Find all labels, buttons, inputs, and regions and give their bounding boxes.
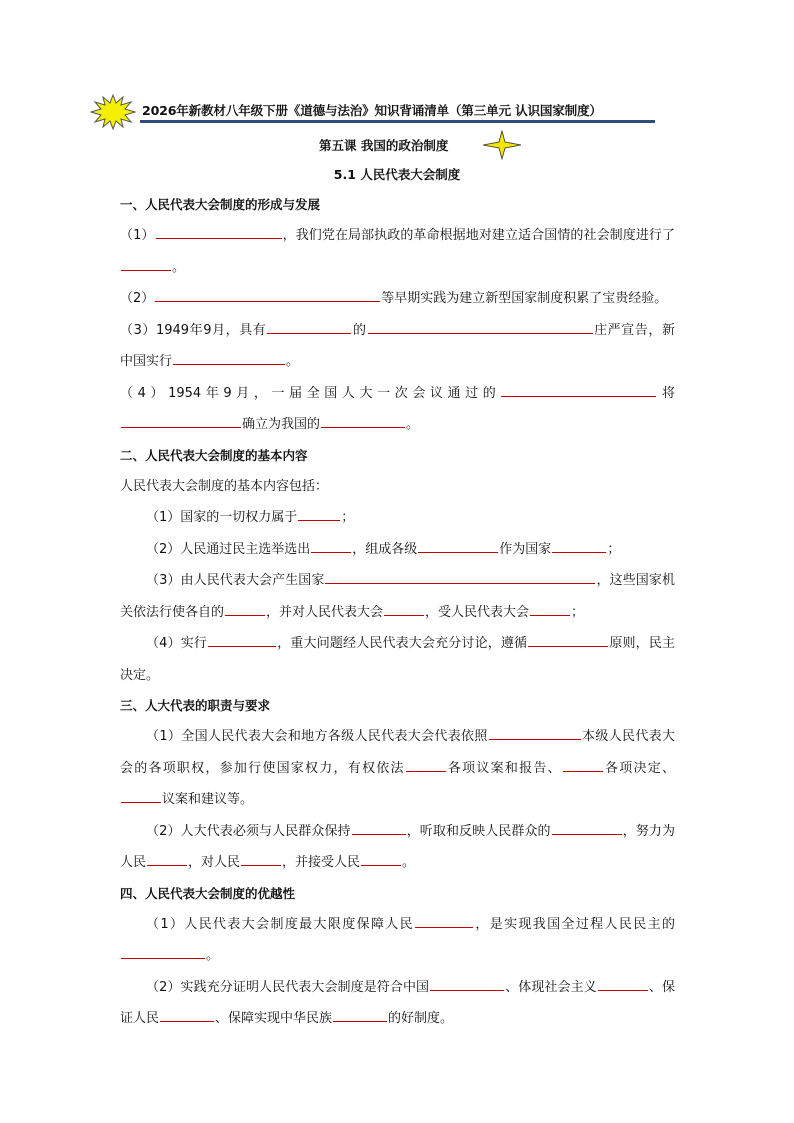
text: ，并接受人民 [282, 855, 361, 870]
text: 。 [286, 354, 300, 369]
fill-blank[interactable] [418, 537, 498, 553]
text: 各项决定、 [603, 760, 675, 776]
text: （2）实践充分证明人民代表大会制度是符合中国 [146, 979, 430, 995]
fill-blank[interactable] [241, 850, 281, 866]
text: 、保障实现中华民族 [215, 1011, 333, 1026]
text: （2）人民通过民主选举选出 [146, 541, 311, 557]
text: 各项议案和报告、 [446, 760, 562, 776]
section-subtitle: 5.1 人民代表大会制度 [333, 167, 461, 182]
fill-blank[interactable] [160, 1006, 214, 1022]
text: 、体现社会主义 [505, 979, 597, 995]
text: 等早期实践为建立新型国家制度积累了宝贵经验。 [381, 291, 668, 306]
text: （1）全国人民代表大会和地方各级人民代表大会代表依照 [146, 729, 488, 744]
text: ，听取和反映人民群众的 [406, 823, 551, 839]
paragraph [120, 502, 675, 534]
fill-blank[interactable] [156, 223, 282, 239]
starburst-icon [90, 94, 136, 130]
text: ； [607, 541, 621, 557]
fill-blank[interactable] [121, 943, 205, 959]
paragraph [120, 220, 675, 283]
text: ； [571, 604, 585, 620]
text: 作为国家 [499, 541, 552, 557]
fill-blank[interactable] [552, 537, 606, 553]
fill-blank[interactable] [530, 600, 570, 616]
text: （4）实行 [146, 636, 208, 651]
text: ，这些国家机关依法行使各自的 [120, 573, 675, 620]
fill-blank[interactable] [121, 412, 241, 428]
text: 确立为我国的 [242, 417, 321, 432]
section-heading: 一、人民代表大会制度的形成与发展 [120, 197, 321, 212]
paragraph [120, 565, 675, 628]
fill-blank[interactable] [121, 787, 161, 803]
title-underline [140, 120, 655, 123]
fill-blank[interactable] [501, 381, 656, 397]
paragraph [120, 816, 675, 879]
text: （3）1949年9月，具有 [120, 322, 267, 338]
lesson-title: 第五课 我国的政治制度 [319, 138, 449, 153]
paragraph [120, 972, 675, 1035]
text: ，对人民 [188, 855, 241, 870]
document-header [90, 94, 655, 130]
text: （2） [120, 291, 155, 306]
fill-blank[interactable] [321, 412, 405, 428]
fill-blank[interactable] [368, 318, 593, 334]
paragraph [120, 534, 675, 566]
fill-blank[interactable] [208, 631, 276, 647]
fill-blank[interactable] [563, 756, 603, 772]
text: 、保证人民 [120, 979, 675, 1026]
fill-blank[interactable] [155, 286, 380, 302]
fill-blank[interactable] [325, 568, 595, 584]
fill-blank[interactable] [552, 819, 622, 835]
text: （4）1954年9月，一届全国人大一次会议通过的 [120, 385, 501, 401]
fill-blank[interactable] [173, 349, 285, 365]
text: ，重大问题经人民代表大会充分讨论，遵循 [277, 636, 528, 651]
text: （2）人大代表必须与人民群众保持 [146, 823, 351, 839]
paragraph: 人民代表大会制度的基本内容包括： [120, 478, 329, 494]
fill-blank[interactable] [267, 318, 351, 334]
fill-blank[interactable] [333, 1006, 387, 1022]
text: （3）由人民代表大会产生国家 [146, 573, 325, 588]
text: ，我们党在局部执政的革命根据地对建立适合国情的社会制度进行了 [282, 228, 675, 243]
fill-blank[interactable] [121, 255, 171, 271]
text: （1）人民代表大会制度最大限度保障人民 [146, 916, 415, 932]
text: ，是实现我国全过程人民民主的 [474, 916, 675, 932]
text: 本级人民代表大会的各项职权，参加行使国家权力，有权依法 [120, 729, 675, 776]
paragraph [120, 721, 675, 816]
section-heading: 四、人民代表大会制度的优越性 [120, 885, 296, 901]
paragraph [120, 628, 675, 691]
fill-blank[interactable] [489, 724, 581, 740]
fill-blank[interactable] [528, 631, 608, 647]
four-point-star-icon [482, 130, 522, 160]
lesson-row [0, 130, 794, 158]
section-heading: 三、人大代表的职责与要求 [120, 698, 271, 713]
fill-blank[interactable] [415, 912, 473, 928]
fill-blank[interactable] [406, 756, 446, 772]
section-heading: 二、人民代表大会制度的基本内容 [120, 447, 308, 463]
document-body [120, 190, 675, 1035]
fill-blank[interactable] [298, 505, 340, 521]
text: 。 [402, 855, 416, 870]
paragraph [120, 283, 675, 315]
fill-blank[interactable] [352, 819, 406, 835]
document-title: 2026年新教材八年级下册《道德与法治》知识背诵清单（第三单元 认识国家制度） [142, 103, 602, 118]
text: 的好制度。 [388, 1011, 454, 1026]
fill-blank[interactable] [147, 850, 187, 866]
text: 。 [206, 948, 220, 963]
text: 庄严宣告，新中国实行 [120, 322, 675, 369]
fill-blank[interactable] [225, 600, 265, 616]
paragraph [120, 378, 675, 441]
fill-blank[interactable] [598, 975, 648, 991]
text: ，并对人民代表大会 [266, 604, 384, 620]
fill-blank[interactable] [361, 850, 401, 866]
paragraph [120, 315, 675, 378]
text: 议案和建议等。 [162, 792, 254, 807]
paragraph [120, 909, 675, 972]
fill-blank[interactable] [311, 537, 351, 553]
text: （1）国家的一切权力属于 [146, 510, 298, 525]
text: ，受人民代表大会 [425, 604, 530, 620]
text: ，组成各级 [352, 541, 418, 557]
text: 的 [352, 322, 367, 338]
fill-blank[interactable] [384, 600, 424, 616]
text: ； [341, 510, 355, 525]
text: 将 [657, 385, 675, 401]
text: （1） [120, 228, 155, 243]
text: 原则，民主决定。 [120, 636, 675, 683]
fill-blank[interactable] [430, 975, 504, 991]
text: 。 [406, 417, 420, 432]
text: ，努力为人民 [120, 823, 675, 870]
text: 。 [172, 259, 186, 275]
